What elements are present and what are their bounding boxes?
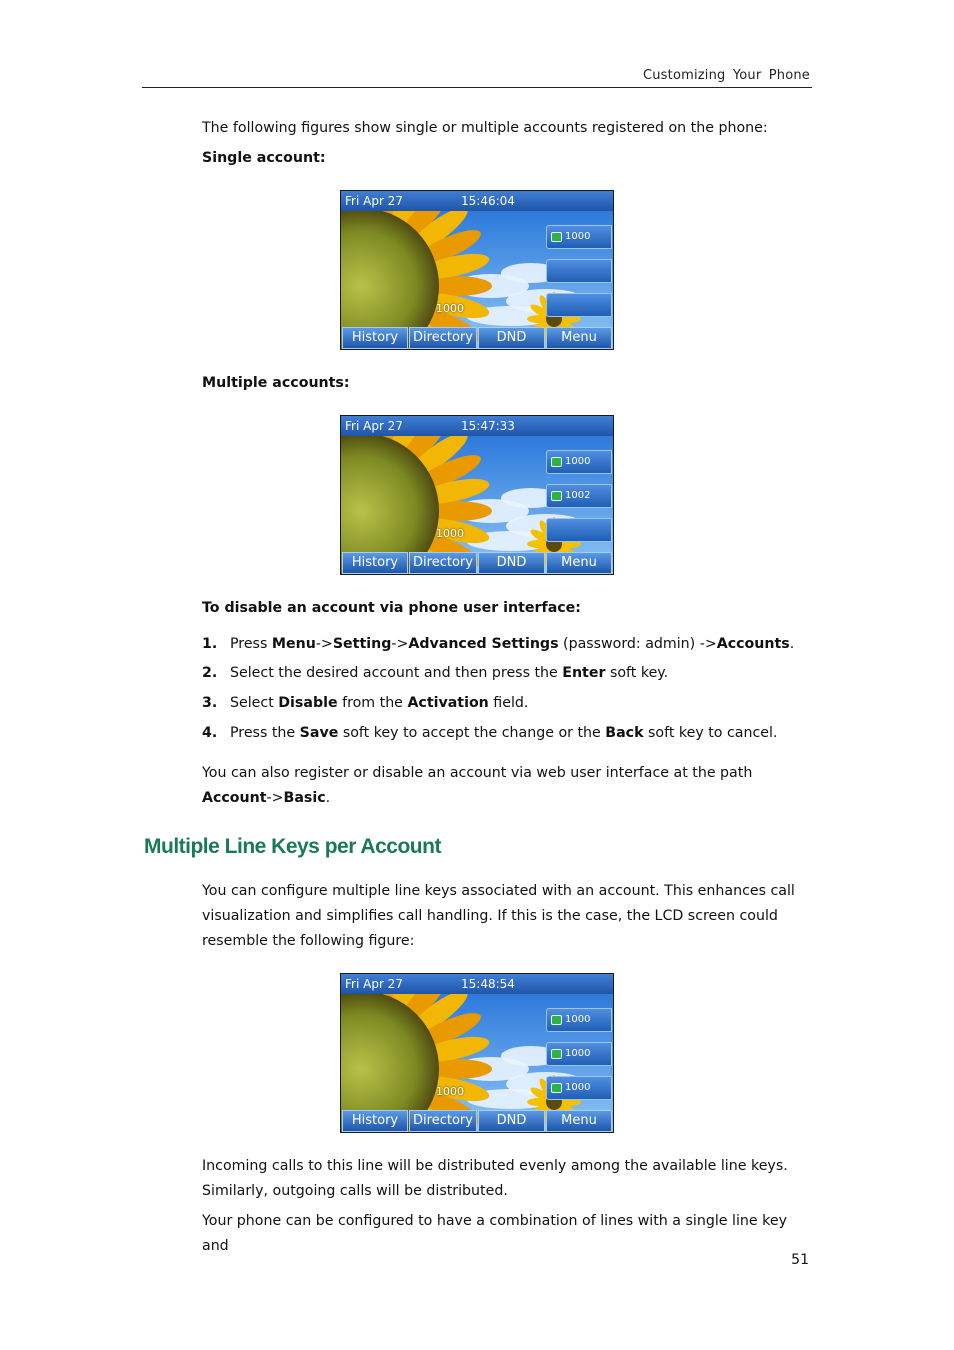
time-label: 15:48:54 <box>461 977 515 991</box>
menu-softkey[interactable]: Menu <box>546 327 612 349</box>
phone-line-icon <box>551 1015 562 1025</box>
path-arrow: -> <box>266 790 284 806</box>
line-key-label: 1000 <box>565 1014 591 1025</box>
step-ui-term: Setting <box>332 636 392 652</box>
history-softkey[interactable]: History <box>342 1110 408 1132</box>
step-text: soft key. <box>605 665 669 681</box>
phone-line-icon <box>551 491 562 501</box>
line-key[interactable] <box>546 259 612 283</box>
web-para-line1: You can also register or disable an account via web user interface at the path <box>202 765 753 781</box>
phone-line-icon <box>551 232 562 242</box>
dnd-softkey[interactable]: DND <box>478 1110 545 1132</box>
status-bar <box>341 974 613 994</box>
account-label: 1000 <box>436 302 464 315</box>
line-key-label: 1002 <box>565 490 591 501</box>
line-key-label: 1000 <box>565 1082 591 1093</box>
step-ui-term: Enter <box>562 665 606 681</box>
step-number: 1. <box>202 636 218 652</box>
history-softkey[interactable]: History <box>342 552 408 574</box>
date-label: Fri Apr 27 <box>345 419 403 433</box>
step-item <box>202 725 777 741</box>
phone-screen-multiple-line-keys <box>340 973 614 1133</box>
line-key[interactable] <box>546 484 612 508</box>
step-text: field. <box>488 695 529 711</box>
step-ui-term: Back <box>605 725 644 741</box>
section-para-line3: resemble the following figure: <box>202 933 415 949</box>
date-label: Fri Apr 27 <box>345 194 403 208</box>
header-title: Customizing Your Phone <box>642 68 810 83</box>
softkey-bar <box>341 552 613 574</box>
account-label: 1000 <box>436 1085 464 1098</box>
softkey-bar <box>341 1110 613 1132</box>
step-text: Select the desired account and then press the <box>230 665 563 681</box>
history-softkey[interactable]: History <box>342 327 408 349</box>
step-text: -> <box>391 636 409 652</box>
account-label: 1000 <box>436 527 464 540</box>
directory-softkey[interactable]: Directory <box>409 327 477 349</box>
menu-softkey[interactable]: Menu <box>546 552 612 574</box>
dnd-softkey[interactable]: DND <box>478 552 545 574</box>
step-text: Press <box>230 636 272 652</box>
intro-paragraph: The following figures show single or multiple accounts registered on the phone: <box>202 120 768 136</box>
page-number: 51 <box>791 1252 809 1268</box>
line-key[interactable] <box>546 225 612 249</box>
line-key-label: 1000 <box>565 231 591 242</box>
disable-account-heading: To disable an account via phone user interface: <box>202 600 581 616</box>
line-key-label: 1000 <box>565 456 591 467</box>
line-key[interactable] <box>546 1076 612 1100</box>
header-rule <box>142 87 812 88</box>
phone-line-icon <box>551 1049 562 1059</box>
softkey-bar <box>341 327 613 349</box>
step-item <box>202 695 528 711</box>
step-text: soft key to cancel. <box>643 725 778 741</box>
line-key[interactable] <box>546 450 612 474</box>
step-number: 4. <box>202 725 218 741</box>
phone-line-icon <box>551 457 562 467</box>
status-bar <box>341 191 613 211</box>
step-ui-term: Disable <box>278 695 338 711</box>
time-label: 15:47:33 <box>461 419 515 433</box>
step-text: (password: admin) -> <box>558 636 717 652</box>
step-text: Select <box>230 695 279 711</box>
line-key[interactable] <box>546 293 612 317</box>
incoming-calls-paragraph <box>202 1154 814 1204</box>
web-interface-paragraph <box>202 761 814 811</box>
step-number: 3. <box>202 695 218 711</box>
path-account: Account <box>202 790 267 806</box>
step-ui-term: Save <box>299 725 339 741</box>
phone-line-icon <box>551 1083 562 1093</box>
time-label: 15:46:04 <box>461 194 515 208</box>
path-end: . <box>325 790 331 806</box>
multiple-accounts-label: Multiple accounts: <box>202 375 350 391</box>
line-key[interactable] <box>546 518 612 542</box>
multiple-line-keys-paragraph <box>202 879 814 954</box>
step-text: -> <box>315 636 333 652</box>
combination-paragraph: Your phone can be configured to have a combination of lines with a single line key and <box>202 1213 787 1254</box>
step-ui-term: Menu <box>271 636 316 652</box>
path-basic: Basic <box>283 790 326 806</box>
directory-softkey[interactable]: Directory <box>409 552 477 574</box>
directory-softkey[interactable]: Directory <box>409 1110 477 1132</box>
section-para-line1: You can configure multiple line keys associated with an account. This enhances call <box>202 883 795 899</box>
step-text: . <box>789 636 795 652</box>
section-title: Multiple Line Keys per Account <box>144 835 441 858</box>
phone-screen-multiple-accounts <box>340 415 614 575</box>
step-text: from the <box>337 695 408 711</box>
step-ui-term: Accounts <box>716 636 790 652</box>
date-label: Fri Apr 27 <box>345 977 403 991</box>
incoming-para-line1: Incoming calls to this line will be distributed evenly among the available line keys. <box>202 1158 788 1174</box>
step-number: 2. <box>202 665 218 681</box>
line-key[interactable] <box>546 1008 612 1032</box>
single-account-label: Single account: <box>202 150 326 166</box>
section-para-line2: visualization and simplifies call handling. If this is the case, the LCD screen could <box>202 908 778 924</box>
line-key[interactable] <box>546 1042 612 1066</box>
menu-softkey[interactable]: Menu <box>546 1110 612 1132</box>
step-ui-term: Activation <box>407 695 489 711</box>
status-bar <box>341 416 613 436</box>
step-text: soft key to accept the change or the <box>338 725 606 741</box>
phone-screen-single-account <box>340 190 614 350</box>
step-item <box>202 636 794 652</box>
step-item <box>202 665 668 681</box>
line-key-label: 1000 <box>565 1048 591 1059</box>
incoming-para-line2: Similarly, outgoing calls will be distributed. <box>202 1183 508 1199</box>
step-ui-term: Advanced Settings <box>408 636 559 652</box>
step-text: Press the <box>230 725 300 741</box>
dnd-softkey[interactable]: DND <box>478 327 545 349</box>
